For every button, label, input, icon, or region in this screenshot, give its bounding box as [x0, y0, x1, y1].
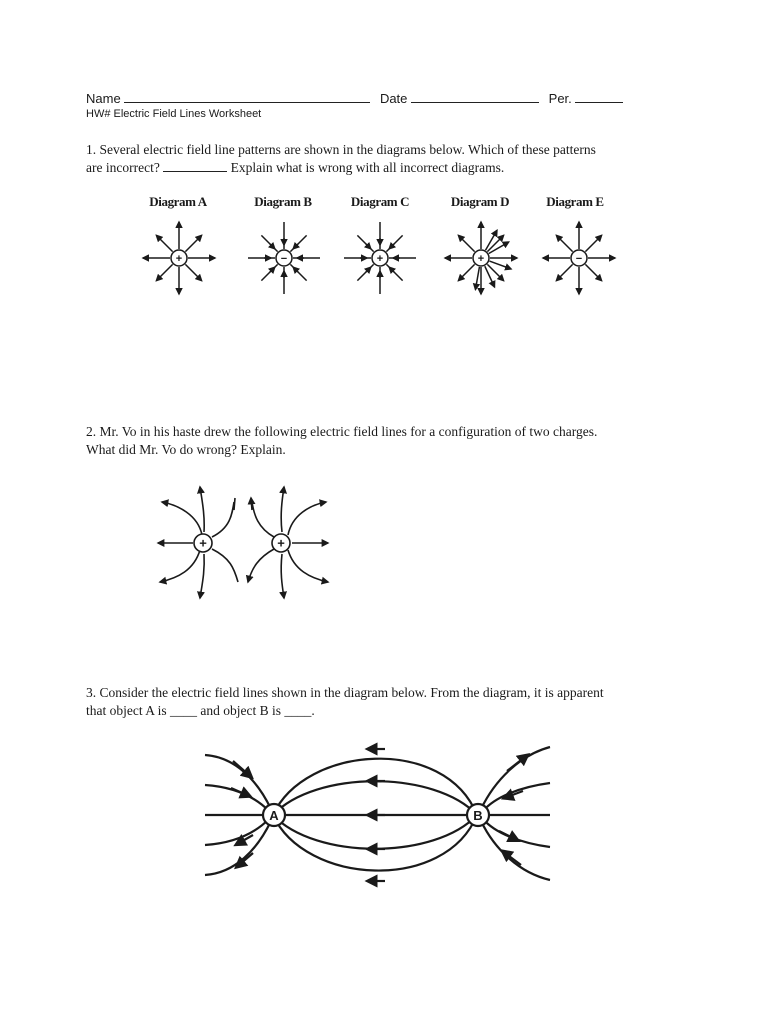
charge-sign: − — [280, 253, 288, 265]
q3-b-outer-3 — [483, 819, 550, 847]
diagram-b-label: Diagram B — [254, 194, 312, 209]
q2-right-bottom-curve — [288, 550, 328, 582]
field-arrow — [389, 244, 394, 249]
period-label: Per. — [548, 91, 572, 106]
q2-left-bottom-curve — [160, 550, 200, 582]
question-1-diagrams — [0, 0, 768, 340]
question-3-diagram — [195, 735, 565, 895]
field-line — [261, 235, 277, 251]
field-arrow — [293, 244, 298, 249]
question-2-line-2: What did Mr. Vo do wrong? Explain. — [86, 442, 286, 457]
q3-a-arrow-4 — [239, 853, 253, 865]
question-1-line-1: 1. Several electric field line patterns are shown in the diagrams below. Which of these patterns — [86, 142, 596, 157]
field-line — [386, 235, 402, 251]
q3-line-bottom-inner — [273, 815, 477, 849]
q3-a-outer-4 — [205, 821, 271, 875]
worksheet-title: HW# Electric Field Lines Worksheet — [86, 108, 262, 120]
field-line — [386, 264, 402, 280]
diagram-b — [248, 222, 320, 294]
field-line — [556, 235, 572, 251]
field-arrow — [270, 267, 275, 272]
question-2 — [86, 423, 597, 459]
charge-sign: + — [376, 253, 384, 265]
question-3-line-2: that object A is ____ and object B is ____. — [86, 703, 315, 718]
field-line — [556, 264, 572, 280]
field-line — [185, 264, 201, 280]
q3-a-arrow-2 — [231, 788, 247, 795]
field-arrow — [366, 267, 371, 272]
q2-left-top-vert — [200, 487, 204, 532]
q2-right-top-curve — [288, 502, 326, 535]
field-line — [458, 235, 474, 251]
question-3-line-1: 3. Consider the electric field lines shown in the diagram below. From the diagram, it is apparent — [86, 685, 604, 700]
q3-b-arrow-4 — [505, 853, 521, 865]
q3-b-arrow-1 — [507, 757, 525, 771]
q3-a-outer-1 — [205, 755, 271, 809]
q3-b-outer-4 — [481, 821, 550, 880]
question-1-line-2: are incorrect? Explain what is wrong with all incorrect diagrams. — [86, 160, 505, 175]
charge-sign: + — [477, 253, 485, 265]
field-line — [458, 264, 474, 280]
q3-line-bottom-outer — [273, 815, 477, 871]
charge-sign: − — [575, 253, 583, 265]
q2-connect-top — [212, 502, 274, 537]
q3-line-top-outer — [273, 759, 477, 815]
name-label: Name — [86, 91, 121, 106]
diagram-d — [445, 222, 517, 294]
field-arrow — [389, 267, 394, 272]
field-arrow — [293, 267, 298, 272]
field-line — [357, 235, 373, 251]
field-arrow — [366, 244, 371, 249]
field-line — [290, 264, 306, 280]
field-line — [357, 264, 373, 280]
q3-line-top-inner — [273, 781, 477, 815]
field-line — [156, 264, 172, 280]
q3-object-b-label: B — [473, 808, 483, 823]
q3-object-a-label: A — [269, 808, 279, 823]
q2-right-top-vert — [281, 487, 284, 532]
q2-left-bottom-vert — [200, 554, 204, 598]
field-line — [156, 235, 172, 251]
diagram-e-label: Diagram E — [546, 194, 604, 209]
q2-charge-right-sign: + — [277, 535, 285, 551]
field-line — [185, 235, 201, 251]
field-arrow — [270, 244, 275, 249]
field-line — [585, 235, 601, 251]
diagram-c — [344, 222, 416, 294]
field-line-extra — [489, 261, 511, 269]
q2-connect-bottom — [212, 549, 274, 582]
q3-a-arrow-1 — [233, 761, 249, 775]
question-2-diagram — [150, 480, 340, 605]
question-3 — [86, 684, 604, 720]
diagram-d-label: Diagram D — [450, 194, 510, 209]
field-line-extra — [475, 267, 479, 290]
q2-left-top-curve — [162, 502, 202, 535]
q2-connect-top-arrows — [234, 498, 252, 510]
q2-charge-left-sign: + — [199, 535, 207, 551]
q3-b-arrow-3 — [499, 831, 515, 839]
field-line — [261, 264, 277, 280]
question-2-line-1: 2. Mr. Vo in his haste drew the following electric field lines for a configuration of two charges. — [86, 424, 598, 439]
diagram-a — [143, 222, 215, 294]
diagram-a-label: Diagram A — [149, 194, 207, 209]
date-label: Date — [379, 91, 408, 106]
field-line — [585, 264, 601, 280]
charge-sign: + — [175, 253, 183, 265]
q3-b-outer-1 — [481, 747, 550, 809]
diagram-e — [543, 222, 615, 294]
q2-right-bottom-vert — [281, 554, 284, 598]
diagram-c-label: Diagram C — [350, 194, 410, 209]
field-line — [290, 235, 306, 251]
